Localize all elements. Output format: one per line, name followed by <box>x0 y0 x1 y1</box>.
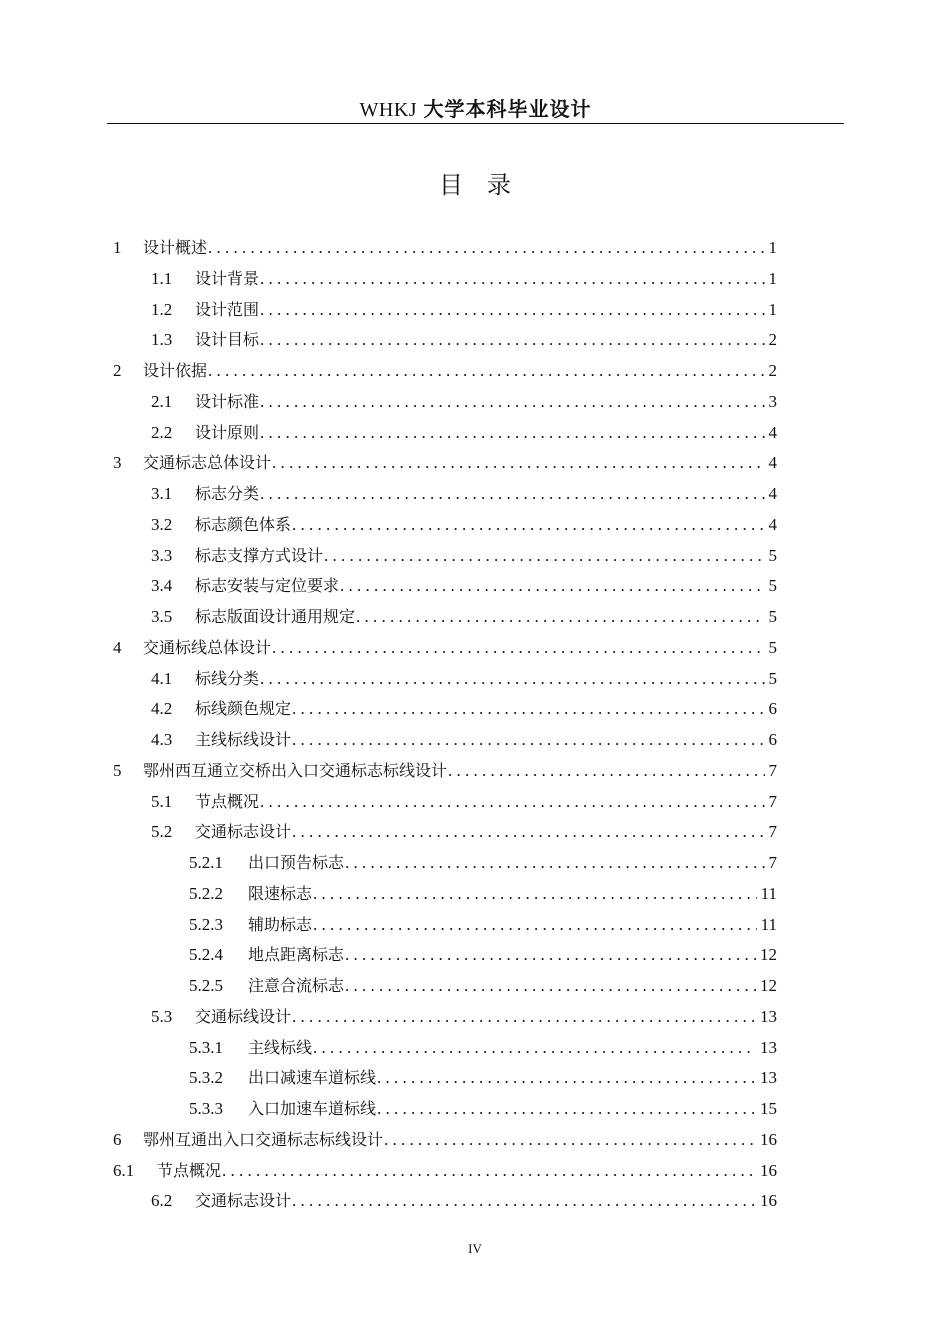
toc-entry-page: 2 <box>768 330 777 350</box>
toc-entry[interactable] <box>151 724 777 755</box>
toc-entry[interactable] <box>151 570 777 601</box>
toc-entry-number: 5.2.2 <box>189 883 223 903</box>
toc-entry-page: 15 <box>760 1099 777 1118</box>
toc-entry-label: 节点概况 <box>195 791 260 811</box>
toc-entry[interactable] <box>113 1124 777 1155</box>
toc-entry-page: 13 <box>760 1006 777 1026</box>
toc-entry-label: 注意合流标志 <box>248 976 345 995</box>
toc-entry-number: 3.5 <box>151 607 173 626</box>
toc-leader-dots <box>376 1062 756 1093</box>
toc-leader-dots <box>355 601 764 632</box>
toc-leader-dots <box>323 540 764 571</box>
page-number: IV <box>468 1241 482 1256</box>
toc-entry-page: 11 <box>760 914 777 934</box>
toc-entry-label: 标志支撑方式设计 <box>195 545 324 565</box>
toc-leader-dots <box>259 417 764 448</box>
toc-entry[interactable] <box>151 478 777 509</box>
header-rule <box>107 123 844 124</box>
toc-entry[interactable] <box>113 1155 777 1186</box>
toc-entry-label: 标志分类 <box>195 484 260 503</box>
toc-entry-number: 6.1 <box>113 1160 135 1180</box>
toc-entry-number: 4.2 <box>151 699 173 719</box>
running-header <box>107 96 844 123</box>
toc-entry-label: 标志版面设计通用规定 <box>195 607 356 626</box>
toc-entry-number: 6 <box>113 1129 122 1149</box>
toc-entry[interactable] <box>151 601 777 632</box>
toc-entry-label: 标志颜色体系 <box>195 514 292 534</box>
toc-entry[interactable] <box>151 263 777 294</box>
toc-entry[interactable] <box>151 324 777 355</box>
toc-entry-page: 5 <box>768 545 777 565</box>
toc-entry-number: 5.2.5 <box>189 976 223 995</box>
toc-entry-number: 3 <box>113 453 122 473</box>
toc-entry-number: 1 <box>113 238 122 257</box>
toc-entry-label: 交通标线总体设计 <box>143 637 272 657</box>
toc-entry-page: 2 <box>768 361 777 380</box>
toc-entry-page: 12 <box>760 945 777 965</box>
toc-leader-dots <box>312 1032 756 1063</box>
toc-title: 目录 <box>439 171 535 199</box>
toc-entry[interactable] <box>113 232 777 263</box>
toc-entry-number: 5.2.1 <box>189 853 223 872</box>
toc-entry-number: 5.2.3 <box>189 914 223 934</box>
toc-entry-page: 7 <box>768 853 777 872</box>
toc-entry-page: 11 <box>760 883 777 903</box>
toc-leader-dots <box>344 939 756 970</box>
toc-leader-dots <box>312 909 757 940</box>
toc-entry-label: 入口加速车道标线 <box>248 1099 377 1118</box>
toc-entry-label: 鄂州西互通立交桥出入口交通标志标线设计 <box>143 760 448 780</box>
toc-entry[interactable] <box>151 294 777 325</box>
toc-entry-label: 出口预告标志 <box>248 853 345 872</box>
toc-entry-label: 交通标志设计 <box>195 1191 292 1211</box>
toc-entry-label: 标线分类 <box>195 668 260 688</box>
toc-entry-page: 16 <box>760 1129 777 1149</box>
toc-leader-dots <box>259 263 764 294</box>
toc-entry-page: 7 <box>768 760 777 780</box>
toc-entry-label: 主线标线 <box>248 1037 313 1057</box>
toc-entry-number: 2 <box>113 361 122 380</box>
toc-entry-number: 4.1 <box>151 668 173 688</box>
toc-leader-dots <box>207 232 764 263</box>
toc-entry[interactable] <box>189 939 777 970</box>
toc-entry[interactable] <box>151 816 777 847</box>
toc-entry-page: 5 <box>768 576 777 596</box>
toc-entry[interactable] <box>189 878 777 909</box>
toc-entry-label: 设计范围 <box>195 299 260 319</box>
toc-entry[interactable] <box>113 755 777 786</box>
toc-entry-number: 1.2 <box>151 299 173 319</box>
toc-entry-label: 主线标线设计 <box>195 730 292 749</box>
toc-entry-number: 3.1 <box>151 484 173 503</box>
toc-entry-page: 13 <box>760 1037 777 1057</box>
toc-entry-page: 1 <box>768 238 777 257</box>
toc-entry[interactable] <box>151 1001 777 1032</box>
toc-entry-number: 4 <box>113 637 122 657</box>
toc-entry-number: 5.3.2 <box>189 1068 223 1088</box>
toc-leader-dots <box>221 1155 756 1186</box>
toc-entry-number: 3.2 <box>151 514 173 534</box>
toc-leader-dots <box>291 816 764 847</box>
toc-entry[interactable] <box>189 909 777 940</box>
toc-leader-dots <box>271 447 764 478</box>
toc-entry-number: 1.1 <box>151 268 173 288</box>
toc-leader-dots <box>344 847 764 878</box>
toc-leader-dots <box>291 1185 756 1216</box>
toc-entry[interactable] <box>151 663 777 694</box>
toc-entry-number: 5.3 <box>151 1006 173 1026</box>
toc-entry-page: 5 <box>768 637 777 657</box>
toc-entry-label: 地点距离标志 <box>248 945 345 965</box>
toc-entry[interactable] <box>113 632 777 663</box>
toc-leader-dots <box>291 693 764 724</box>
toc-entry-page: 4 <box>768 453 777 473</box>
toc-entry-number: 2.1 <box>151 391 173 411</box>
toc-entry[interactable] <box>151 417 777 448</box>
toc-leader-dots <box>339 570 764 601</box>
toc-entry[interactable] <box>151 786 777 817</box>
toc-entry-page: 7 <box>768 822 777 842</box>
header-title: 大学本科毕业设计 <box>423 97 592 121</box>
toc-leader-dots <box>259 294 764 325</box>
toc-entry[interactable] <box>189 1062 777 1093</box>
toc-entry-number: 3.4 <box>151 576 173 596</box>
toc-entry-label: 限速标志 <box>248 883 313 903</box>
toc-leader-dots <box>207 355 764 386</box>
toc-entry-label: 交通标志总体设计 <box>143 453 272 473</box>
toc-entry-number: 5.2 <box>151 822 173 842</box>
toc-entry-label: 标志安装与定位要求 <box>195 576 340 596</box>
toc-entry-page: 3 <box>768 391 777 411</box>
toc-entry[interactable] <box>189 847 777 878</box>
toc-entry[interactable] <box>151 509 777 540</box>
toc-leader-dots <box>259 663 764 694</box>
toc-entry-number: 6.2 <box>151 1191 173 1211</box>
toc-entry-number: 5 <box>113 760 122 780</box>
toc-leader-dots <box>291 724 764 755</box>
toc-entry-page: 4 <box>768 514 777 534</box>
toc-entry[interactable] <box>189 1032 777 1063</box>
toc-leader-dots <box>376 1093 756 1124</box>
toc-entry-number: 2.2 <box>151 422 173 442</box>
toc-entry-page: 4 <box>768 422 777 442</box>
toc-entry-label: 鄂州互通出入口交通标志标线设计 <box>143 1129 384 1149</box>
toc-leader-dots <box>259 386 764 417</box>
toc-entry[interactable] <box>113 447 777 478</box>
toc-entry-label: 设计依据 <box>143 361 208 380</box>
toc-entry[interactable] <box>189 970 777 1001</box>
toc-entry-page: 6 <box>768 699 777 719</box>
toc-entry-label: 交通标线设计 <box>195 1006 292 1026</box>
toc-entry-label: 辅助标志 <box>248 914 313 934</box>
toc-entry[interactable] <box>151 693 777 724</box>
toc-leader-dots <box>312 878 757 909</box>
toc-entry-number: 5.3.3 <box>189 1099 223 1118</box>
toc-entry-label: 交通标志设计 <box>195 822 292 842</box>
toc-entry-page: 1 <box>768 299 777 319</box>
toc-entry-number: 5.2.4 <box>189 945 223 965</box>
toc-entry-page: 13 <box>760 1068 777 1088</box>
toc-entry-page: 1 <box>768 268 777 288</box>
toc-leader-dots <box>271 632 764 663</box>
toc-entry-page: 5 <box>768 668 777 688</box>
toc-entry-page: 12 <box>760 976 777 995</box>
toc-leader-dots <box>344 970 756 1001</box>
toc-entry-page: 16 <box>760 1160 777 1180</box>
toc-entry-number: 3.3 <box>151 545 173 565</box>
toc-entry-number: 4.3 <box>151 730 173 749</box>
toc-entry-label: 标线颜色规定 <box>195 699 292 719</box>
toc-entry[interactable] <box>151 540 777 571</box>
toc-entry-page: 4 <box>768 484 777 503</box>
toc-entry-label: 设计概述 <box>143 238 208 257</box>
toc-leader-dots <box>291 509 764 540</box>
toc-leader-dots <box>291 1001 756 1032</box>
toc-entry-number: 5.1 <box>151 791 173 811</box>
toc-entry[interactable] <box>151 386 777 417</box>
toc-entry-page: 5 <box>768 607 777 626</box>
toc-leader-dots <box>383 1124 756 1155</box>
toc-entry-label: 设计原则 <box>195 422 260 442</box>
toc-entry-label: 节点概况 <box>157 1160 222 1180</box>
toc-leader-dots <box>259 324 764 355</box>
toc-entry-page: 16 <box>760 1191 777 1211</box>
toc-entry[interactable] <box>189 1093 777 1124</box>
toc-entry-label: 出口减速车道标线 <box>248 1068 377 1088</box>
toc-entry[interactable] <box>151 1185 777 1216</box>
toc-entry-label: 设计标准 <box>195 391 260 411</box>
toc-entry-number: 1.3 <box>151 330 173 350</box>
toc-entry-page: 7 <box>768 791 777 811</box>
toc-leader-dots <box>259 478 764 509</box>
toc-entry-page: 6 <box>768 730 777 749</box>
toc-entry-label: 设计背景 <box>195 268 260 288</box>
toc-entry-number: 5.3.1 <box>189 1037 223 1057</box>
toc-leader-dots <box>259 786 764 817</box>
toc-entry[interactable] <box>113 355 777 386</box>
toc-entry-label: 设计目标 <box>195 330 260 350</box>
toc-leader-dots <box>447 755 764 786</box>
header-latin: WHKJ <box>359 99 418 121</box>
